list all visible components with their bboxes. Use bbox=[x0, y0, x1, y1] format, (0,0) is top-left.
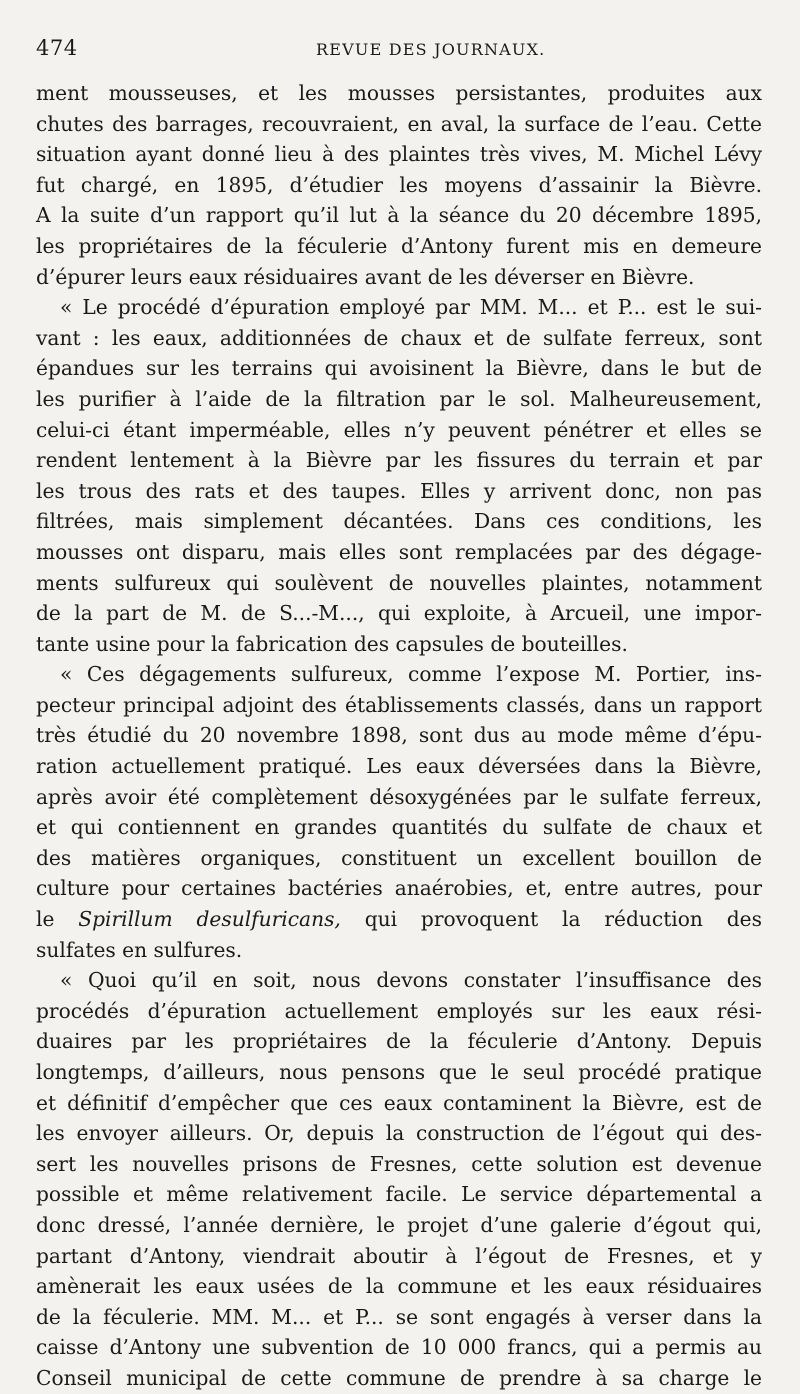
text-line: « Quoi qu’il en soit, nous devons constater l’insuffisance des bbox=[60, 968, 762, 993]
text-line: amènerait les eaux usées de la commune et les eaux résiduaires bbox=[36, 1274, 762, 1299]
text-line-italic-term bbox=[36, 904, 762, 935]
text-line: partant d’Antony, viendrait aboutir à l’égout de Fresnes, et y bbox=[36, 1243, 762, 1268]
text-line: Conseil municipal de cette commune de prendre à sa charge le bbox=[36, 1365, 762, 1390]
text-line: les envoyer ailleurs. Or, depuis la construction de l’égout qui des- bbox=[36, 1121, 762, 1146]
text-line: de la part de M. de S...-M..., qui exploite, à Arcueil, une impor- bbox=[36, 601, 762, 626]
text-line: possible et même relativement facile. Le service départemental a bbox=[36, 1182, 762, 1207]
page-header bbox=[36, 36, 762, 76]
line-prefix: le bbox=[36, 907, 79, 932]
text-line: « Le procédé d’épuration employé par MM. M... et P... est le sui- bbox=[60, 295, 762, 320]
text-line: après avoir été complètement désoxygénées par le sulfate ferreux, bbox=[36, 784, 762, 809]
text-line: les purifier à l’aide de la filtration par le sol. Malheureusement, bbox=[36, 386, 762, 411]
text-line: ments sulfureux qui soulèvent de nouvelles plaintes, notamment bbox=[36, 570, 762, 595]
text-line: ment mousseuses, et les mousses persistantes, produites aux bbox=[36, 81, 762, 105]
text-line: sulfates en sulfures. bbox=[36, 937, 243, 962]
body-text bbox=[36, 78, 762, 1394]
text-line: vant : les eaux, additionnées de chaux et de sulfate ferreux, sont bbox=[36, 325, 762, 350]
text-line: des matières organiques, constituent un excellent bouillon de bbox=[36, 845, 762, 870]
text-line: « Ces dégagements sulfureux, comme l’expose M. Portier, ins- bbox=[60, 662, 762, 687]
text-line: les propriétaires de la féculerie d’Antony furent mis en demeure bbox=[36, 233, 762, 258]
text-line: tante usine pour la fabrication des capsules de bouteilles. bbox=[36, 631, 628, 656]
text-line: mousses ont disparu, mais elles sont remplacées par des dégage- bbox=[36, 539, 762, 564]
line-suffix: qui provoquent la réduction des bbox=[340, 907, 762, 932]
text-line: A la suite d’un rapport qu’il lut à la séance du 20 décembre 1895, bbox=[36, 203, 762, 228]
text-line: filtrées, mais simplement décantées. Dans ces conditions, les bbox=[36, 509, 762, 534]
text-line: épandues sur les terrains qui avoisinent la Bièvre, dans le but de bbox=[36, 356, 762, 381]
text-line: situation ayant donné lieu à des plaintes très vives, M. Michel Lévy bbox=[36, 142, 762, 167]
text-line: culture pour certaines bactéries anaérobies, et, entre autres, pour bbox=[36, 876, 762, 901]
running-title: REVUE DES JOURNAUX. bbox=[316, 40, 546, 59]
text-line: longtemps, d’ailleurs, nous pensons que le seul procédé pratique bbox=[36, 1060, 762, 1084]
text-line: rendent lentement à la Bièvre par les fissures du terrain et par bbox=[36, 448, 762, 473]
italic-term: Spirillum desulfuricans, bbox=[78, 907, 341, 932]
text-line: caisse d’Antony une subvention de 10 000 francs, qui a permis au bbox=[36, 1335, 762, 1360]
text-line: pecteur principal adjoint des établissements classés, dans un rapport bbox=[36, 692, 762, 717]
text-line: ration actuellement pratiqué. Les eaux déversées dans la Bièvre, bbox=[36, 754, 762, 779]
text-line: fut chargé, en 1895, d’étudier les moyens d’assainir la Bièvre. bbox=[36, 172, 762, 197]
text-line: celui-ci étant imperméable, elles n’y peuvent pénétrer et elles se bbox=[36, 417, 762, 442]
text-line: duaires par les propriétaires de la féculerie d’Antony. Depuis bbox=[36, 1029, 762, 1054]
text-line: de la féculerie. MM. M... et P... se sont engagés à verser dans la bbox=[36, 1304, 762, 1329]
text-line: chutes des barrages, recouvraient, en aval, la surface de l’eau. Cette bbox=[36, 111, 762, 136]
text-line: et définitif d’empêcher que ces eaux contaminent la Bièvre, est de bbox=[36, 1090, 762, 1115]
text-line: les trous des rats et des taupes. Elles y arrivent donc, non pas bbox=[36, 478, 762, 503]
text-line: sert les nouvelles prisons de Fresnes, cette solution est devenue bbox=[36, 1151, 762, 1176]
text-line: et qui contiennent en grandes quantités du sulfate de chaux et bbox=[36, 815, 762, 840]
text-line: très étudié du 20 novembre 1898, sont dus au mode même d’épu- bbox=[36, 723, 762, 748]
text-line: donc dressé, l’année dernière, le projet d’une galerie d’égout qui, bbox=[36, 1212, 762, 1237]
text-line: d’épurer leurs eaux résiduaires avant de les déverser en Bièvre. bbox=[36, 264, 695, 289]
page-number: 474 bbox=[36, 36, 78, 60]
text-line: procédés d’épuration actuellement employés sur les eaux rési- bbox=[36, 998, 762, 1023]
